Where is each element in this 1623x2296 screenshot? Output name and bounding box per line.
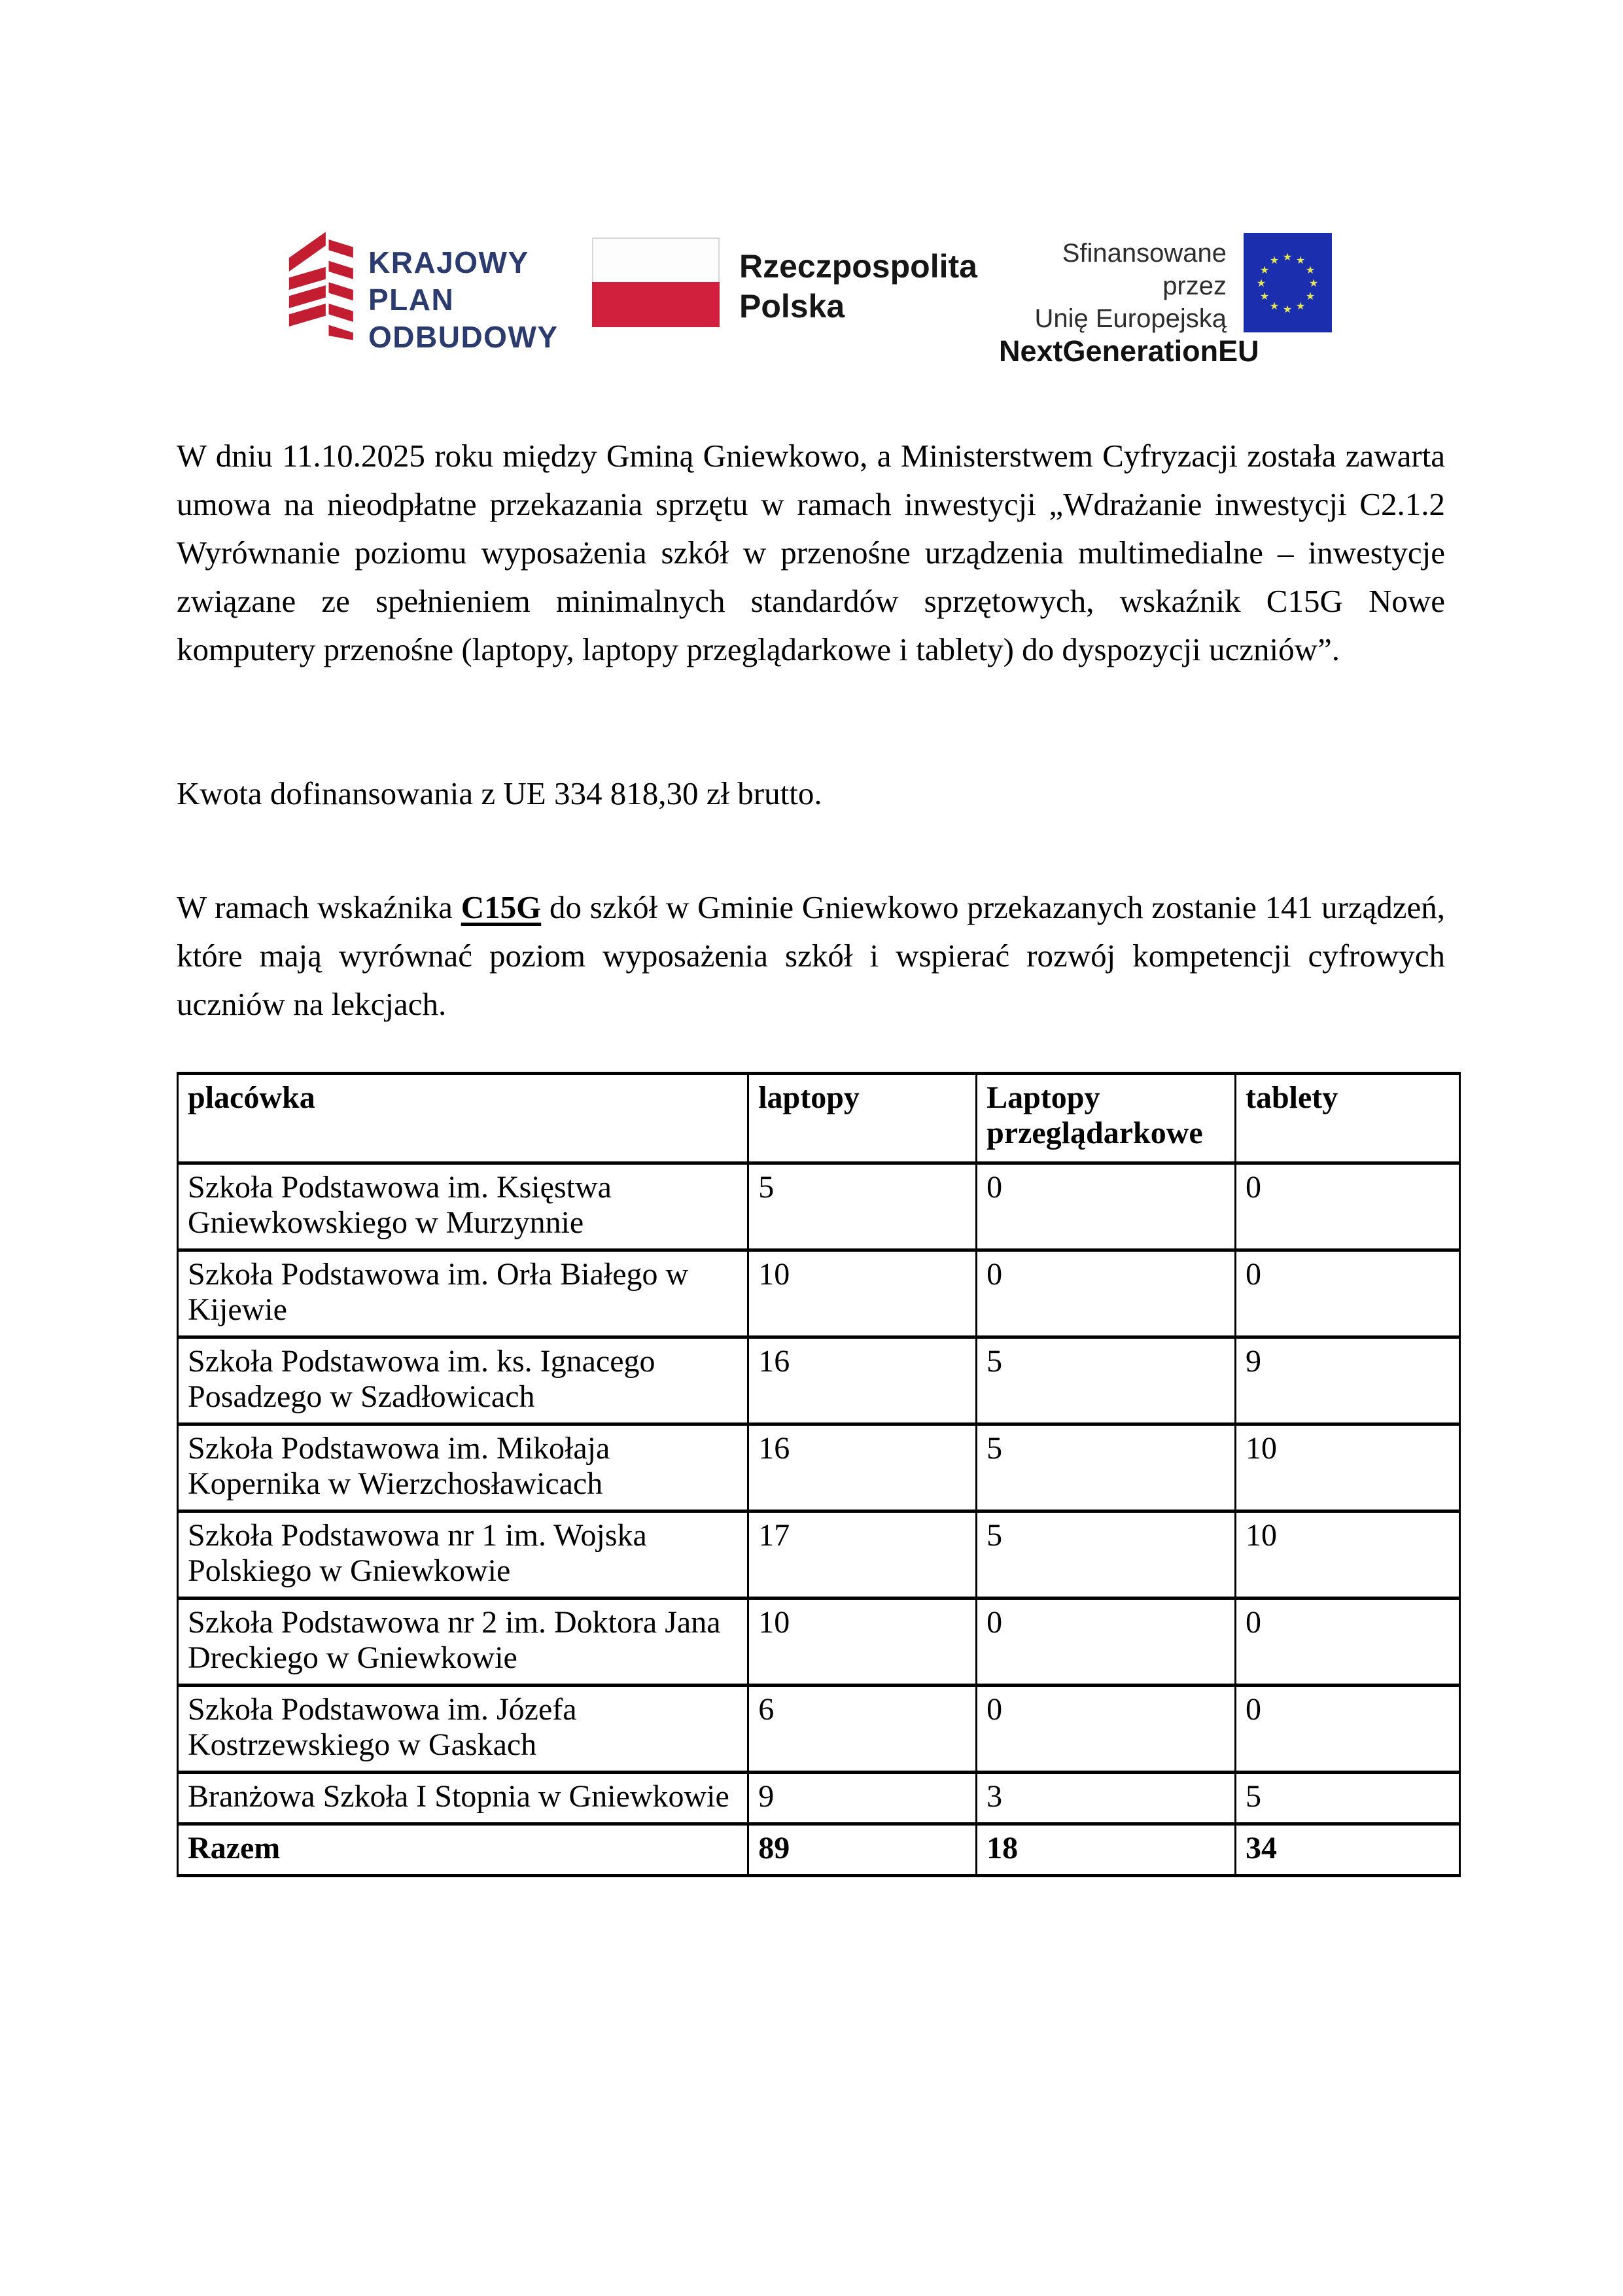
poland-logo — [592, 238, 977, 327]
eu-funding-line: Sfinansowane przez — [1062, 239, 1227, 300]
table-row — [178, 1163, 1460, 1250]
poland-flag-white-stripe — [592, 238, 720, 282]
table-row — [178, 1424, 1460, 1511]
poland-line: Rzeczpospolita — [739, 248, 977, 285]
browser-laptops-cell: 5 — [977, 1424, 1236, 1511]
browser-laptops-cell: 0 — [977, 1250, 1236, 1337]
school-name-cell: Szkoła Podstawowa nr 1 im. Wojska Polskiego w Gniewkowie — [178, 1511, 748, 1598]
svg-text:★: ★ — [1305, 290, 1316, 302]
table-row — [178, 1773, 1460, 1824]
paragraph-funding-amount: Kwota dofinansowania z UE 334 818,30 zł brutto. — [177, 775, 822, 811]
tablets-cell: 10 — [1235, 1511, 1459, 1598]
tablets-cell: 0 — [1235, 1598, 1459, 1686]
laptops-cell: 17 — [748, 1511, 977, 1598]
tablets-cell: 10 — [1235, 1424, 1459, 1511]
eu-funding-line: Unię Europejską — [1034, 304, 1227, 333]
eu-funding-text — [999, 237, 1259, 368]
school-name-cell: Szkoła Podstawowa nr 2 im. Doktora Jana Dreckiego w Gniewkowie — [178, 1598, 748, 1686]
svg-text:★: ★ — [1282, 303, 1293, 315]
svg-text:★: ★ — [1295, 300, 1306, 312]
logo-band — [0, 0, 1623, 368]
kpo-logo — [281, 226, 559, 356]
tablets-cell: 9 — [1235, 1337, 1459, 1424]
browser-laptops-cell: 5 — [977, 1337, 1236, 1424]
paragraph-indicator-before: W ramach wskaźnika — [177, 889, 461, 925]
browser-laptops-cell: 3 — [977, 1773, 1236, 1824]
kpo-logo-text — [368, 244, 559, 356]
header-placowka: placówka — [178, 1074, 748, 1163]
header-tablety: tablety — [1235, 1074, 1459, 1163]
laptops-cell: 16 — [748, 1337, 977, 1424]
total-browser-laptops-cell: 18 — [977, 1824, 1236, 1876]
school-name-cell: Szkoła Podstawowa im. Mikołaja Kopernika w Wierzchosławicach — [178, 1424, 748, 1511]
header-laptopy: laptopy — [748, 1074, 977, 1163]
poland-flag-red-stripe — [592, 282, 720, 327]
table-row — [178, 1511, 1460, 1598]
svg-text:★: ★ — [1259, 290, 1270, 302]
svg-text:★: ★ — [1282, 251, 1293, 263]
tablets-cell: 0 — [1235, 1250, 1459, 1337]
laptops-cell: 16 — [748, 1424, 977, 1511]
tablets-cell: 0 — [1235, 1686, 1459, 1773]
table-header-row — [178, 1074, 1460, 1163]
kpo-building-icon — [281, 226, 358, 340]
nextgeneration-eu-label: NextGenerationEU — [999, 334, 1259, 368]
browser-laptops-cell: 0 — [977, 1598, 1236, 1686]
laptops-cell: 10 — [748, 1250, 977, 1337]
poland-flag-icon — [592, 238, 720, 327]
eu-funding-logo — [999, 233, 1332, 368]
svg-text:★: ★ — [1295, 254, 1306, 266]
equipment-table — [177, 1072, 1461, 1877]
svg-text:★: ★ — [1308, 277, 1319, 289]
laptops-cell: 5 — [748, 1163, 977, 1250]
svg-text:★: ★ — [1256, 277, 1266, 289]
laptops-cell: 10 — [748, 1598, 977, 1686]
svg-text:★: ★ — [1269, 254, 1280, 266]
school-name-cell: Szkoła Podstawowa im. Józefa Kostrzewskiego w Gaskach — [178, 1686, 748, 1773]
table-row — [178, 1598, 1460, 1686]
total-laptops-cell: 89 — [748, 1824, 977, 1876]
browser-laptops-cell: 0 — [977, 1686, 1236, 1773]
table-row — [178, 1686, 1460, 1773]
table-total-row — [178, 1824, 1460, 1876]
svg-text:★: ★ — [1305, 264, 1316, 276]
total-label-cell: Razem — [178, 1824, 748, 1876]
table-row — [178, 1250, 1460, 1337]
eu-flag-icon — [1244, 233, 1332, 332]
poland-logo-text — [739, 247, 977, 327]
school-name-cell: Szkoła Podstawowa im. ks. Ignacego Posadzego w Szadłowicach — [178, 1337, 748, 1424]
kpo-line: KRAJOWY — [368, 245, 529, 279]
c15g-indicator: C15G — [461, 889, 542, 925]
school-name-cell: Szkoła Podstawowa im. Orła Białego w Kijewie — [178, 1250, 748, 1337]
svg-text:★: ★ — [1259, 264, 1270, 276]
school-name-cell: Branżowa Szkoła I Stopnia w Gniewkowie — [178, 1773, 748, 1824]
browser-laptops-cell: 5 — [977, 1511, 1236, 1598]
svg-text:★: ★ — [1269, 300, 1280, 312]
header-laptopy-przegladarkowe: Laptopy przeglądarkowe — [977, 1074, 1236, 1163]
tablets-cell: 0 — [1235, 1163, 1459, 1250]
paragraph-indicator-after: do szkół w Gminie Gniewkowo przekazanych zostanie 141 urządzeń, które mają wyrównać poziom wyposażenia szkół i wspierać rozwój kompetencji cyfrowych uczniów na lekcjach. — [177, 889, 1445, 1022]
laptops-cell: 6 — [748, 1686, 977, 1773]
laptops-cell: 9 — [748, 1773, 977, 1824]
poland-line: Polska — [739, 288, 845, 325]
kpo-line: PLAN — [368, 283, 455, 317]
total-tablets-cell: 34 — [1235, 1824, 1459, 1876]
kpo-line: ODBUDOWY — [368, 320, 559, 354]
paragraph-agreement: W dniu 11.10.2025 roku między Gminą Gniewkowo, a Ministerstwem Cyfryzacji została zawarta umowa na nieodpłatne przekazania sprzętu w ramach inwestycji „Wdrażanie inwestycji C2.1.2 Wyrównanie poziomu wyposażenia szkół w przenośne urządzenia multimedialne – inwestycje związane ze spełnieniem minimalnych standardów sprzętowych, wskaźnik C15G Nowe komputery przenośne (laptopy, laptopy przeglądarkowe i tablety) do dyspozycji uczniów”. — [177, 438, 1445, 667]
table-row — [178, 1337, 1460, 1424]
school-name-cell: Szkoła Podstawowa im. Księstwa Gniewkowskiego w Murzynnie — [178, 1163, 748, 1250]
paragraph-indicator — [177, 883, 1445, 1029]
browser-laptops-cell: 0 — [977, 1163, 1236, 1250]
tablets-cell: 5 — [1235, 1773, 1459, 1824]
